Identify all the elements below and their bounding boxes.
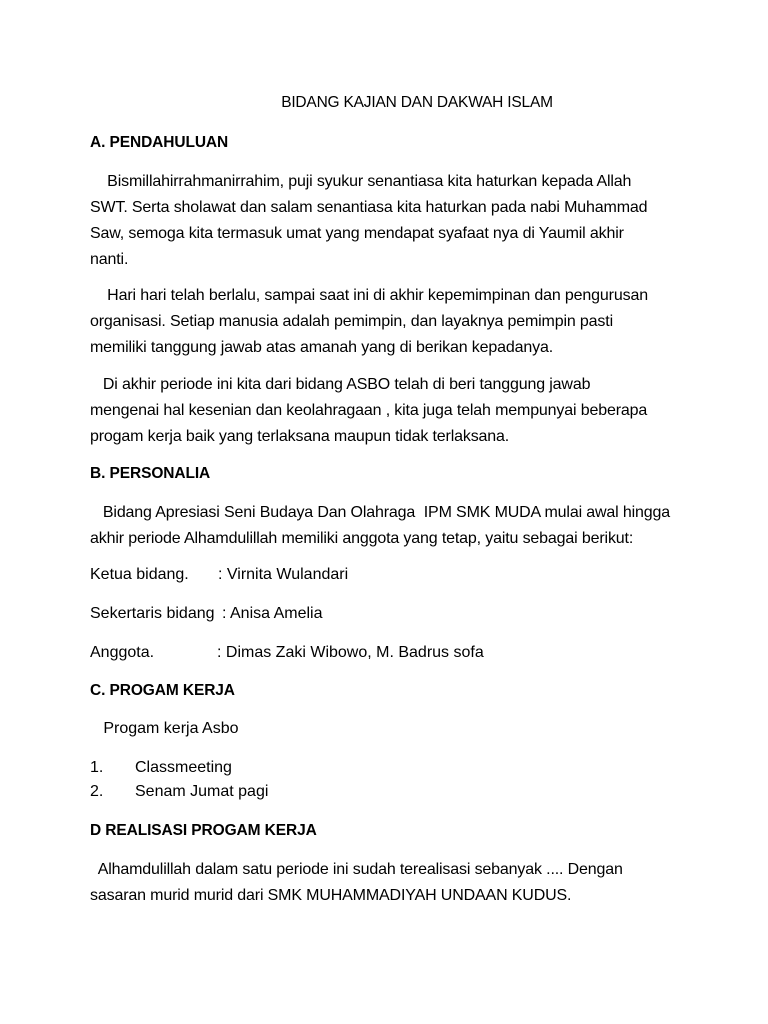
member-role: Anggota.: [90, 644, 155, 661]
list-item-text: Senam Jumat pagi: [135, 783, 269, 800]
member-sekertaris: [90, 605, 323, 623]
paragraph-line: mengenai hal kesenian dan keolahragaan , kita juga telah mempunyai beberapa: [90, 402, 648, 419]
member-ketua: [90, 566, 349, 584]
list-item-number: 2.: [90, 783, 104, 800]
section-d-paragraph: [90, 857, 690, 909]
section-a-paragraph-2: [90, 283, 690, 361]
list-item-number: 1.: [90, 759, 104, 776]
section-a-paragraph-1: [90, 169, 690, 273]
paragraph-line: akhir periode Alhamdulillah memiliki anggota yang tetap, yaitu sebagai berikut:: [90, 530, 634, 547]
paragraph-line: Alhamdulillah dalam satu periode ini sudah terealisasi sebanyak .... Dengan: [90, 861, 623, 878]
list-item-text: Classmeeting: [135, 759, 232, 776]
member-name: : Dimas Zaki Wibowo, M. Badrus sofa: [217, 644, 484, 661]
section-c-heading: C. PROGAM KERJA: [90, 682, 235, 699]
paragraph-line: sasaran murid murid dari SMK MUHAMMADIYAH UNDAAN KUDUS.: [90, 887, 572, 904]
section-d-heading: D REALISASI PROGAM KERJA: [90, 822, 317, 839]
paragraph-line: SWT. Serta sholawat dan salam senantiasa kita haturkan pada nabi Muhammad: [90, 199, 648, 216]
document-title: BIDANG KAJIAN DAN DAKWAH ISLAM: [281, 94, 553, 111]
paragraph-line: progam kerja baik yang terlaksana maupun tidak terlaksana.: [90, 428, 510, 445]
paragraph-line: memiliki tanggung jawab atas amanah yang di berikan kepadanya.: [90, 339, 553, 356]
paragraph-line: Saw, semoga kita termasuk umat yang mendapat syafaat nya di Yaumil akhir: [90, 225, 624, 242]
member-role: Ketua bidang.: [90, 566, 189, 583]
member-name: : Anisa Amelia: [222, 605, 323, 622]
paragraph-line: Di akhir periode ini kita dari bidang ASBO telah di beri tanggung jawab: [90, 376, 591, 393]
section-b-paragraph: [90, 500, 690, 552]
section-a-heading: A. PENDAHULUAN: [90, 134, 229, 151]
paragraph-line: Bismillahirrahmanirrahim, puji syukur senantiasa kita haturkan kepada Allah: [90, 173, 632, 190]
section-b-heading: B. PERSONALIA: [90, 465, 211, 482]
section-a-paragraph-3: [90, 372, 690, 450]
member-name: : Virnita Wulandari: [218, 566, 349, 583]
member-anggota: [90, 644, 484, 662]
paragraph-line: nanti.: [90, 251, 129, 268]
paragraph-line: Bidang Apresiasi Seni Budaya Dan Olahraga IPM SMK MUDA mulai awal hingga: [90, 504, 671, 521]
paragraph-line: organisasi. Setiap manusia adalah pemimpin, dan layaknya pemimpin pasti: [90, 313, 613, 330]
member-role: Sekertaris bidang: [90, 605, 215, 622]
section-c-intro: Progam kerja Asbo: [90, 720, 239, 737]
paragraph-line: Hari hari telah berlalu, sampai saat ini di akhir kepemimpinan dan pengurusan: [90, 287, 648, 304]
